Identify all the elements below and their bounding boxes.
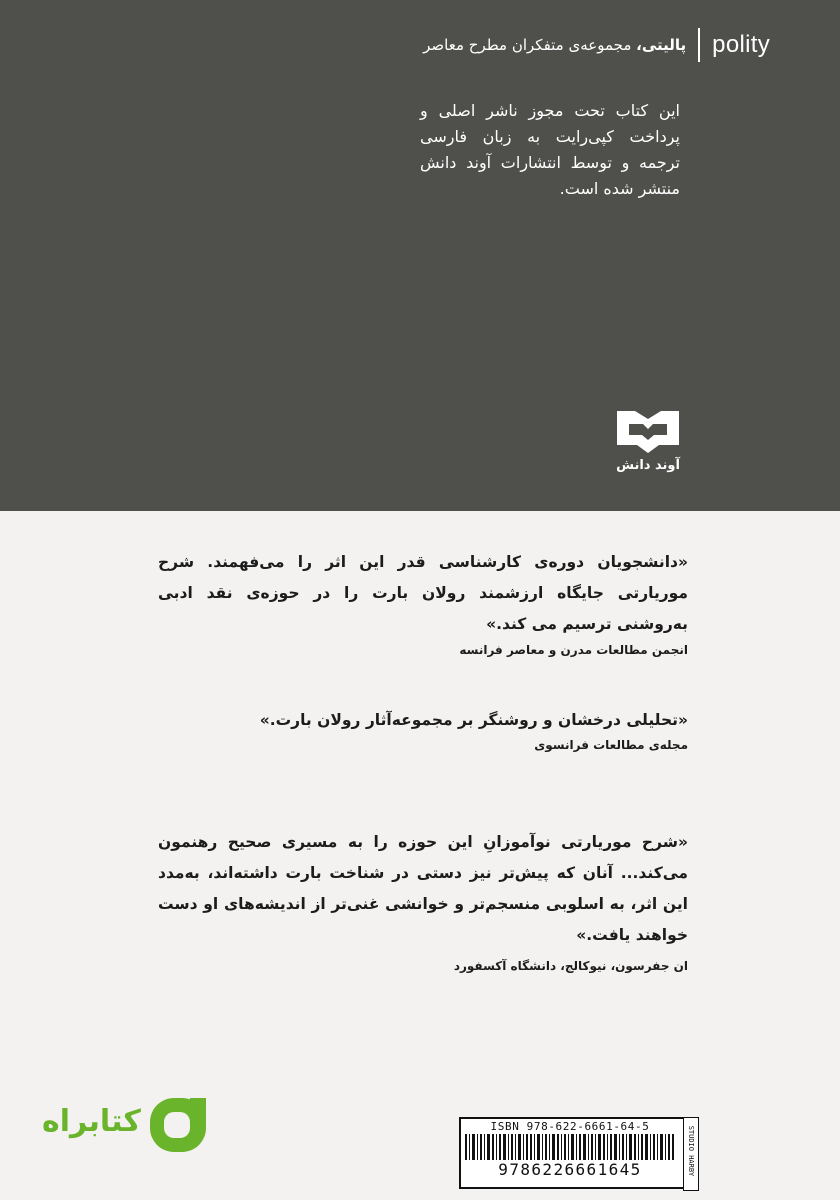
studio-credit-box — [683, 1117, 699, 1191]
studio-credit: STUDIO HARBY — [687, 1125, 695, 1177]
store-logo-text: کتابراه — [42, 1104, 141, 1139]
quote-1: «دانشجویان دوره‌ی کارشناسی قدر این اثر را می‌فهمند. شرح موریارتی جایگاه ارزشمند رولان بارت را در حوزه‌ی نقد ادبی به‌روشنی ترسیم می کند.» — [158, 553, 688, 633]
barcode-number: 9786226661645 — [463, 1160, 677, 1179]
quote-2-source: مجله‌ی مطالعات فرانسوی — [534, 738, 688, 752]
cover-top-panel — [0, 0, 840, 511]
isbn-label: ISBN 978-622-6661-64-5 — [490, 1120, 650, 1133]
series-title-rest: مجموعه‌ی متفکران مطرح معاصر — [423, 36, 637, 54]
license-notice: این کتاب تحت مجوز ناشر اصلی و پرداخت کپی‌رایت به زبان فارسی ترجمه و توسط انتشارات آوند دانش منتشر شده است. — [420, 101, 680, 198]
quote-1-source: انجمن مطالعات مدرن و معاصر فرانسه — [459, 643, 688, 657]
publisher-book-icon — [613, 411, 683, 457]
series-header — [423, 28, 770, 62]
quote-3-source: ان جفرسون، نیوکالج، دانشگاه آکسفورد — [453, 959, 688, 973]
series-title — [423, 36, 686, 54]
publisher-name: آوند دانش — [616, 458, 680, 473]
divider — [698, 28, 700, 62]
quote-2: «تحلیلی درخشان و روشنگر بر مجموعه‌آثار رولان بارت.» — [259, 711, 688, 729]
series-title-bold: پالیتی، — [636, 36, 687, 54]
series-brand: polity — [712, 31, 770, 58]
quote-3: «شرح موریارتی نوآموزانِ این حوزه را به مسیری صحیح رهنمون می‌کند... آنان که پیش‌تر نیز دستی در شناخت بارت داشته‌اند، به‌مدد این اثر، به اسلوبی منسجم‌تر و خوانشی غنی‌تر از اندیشه‌های او دست خواهند یافت.» — [158, 833, 688, 944]
